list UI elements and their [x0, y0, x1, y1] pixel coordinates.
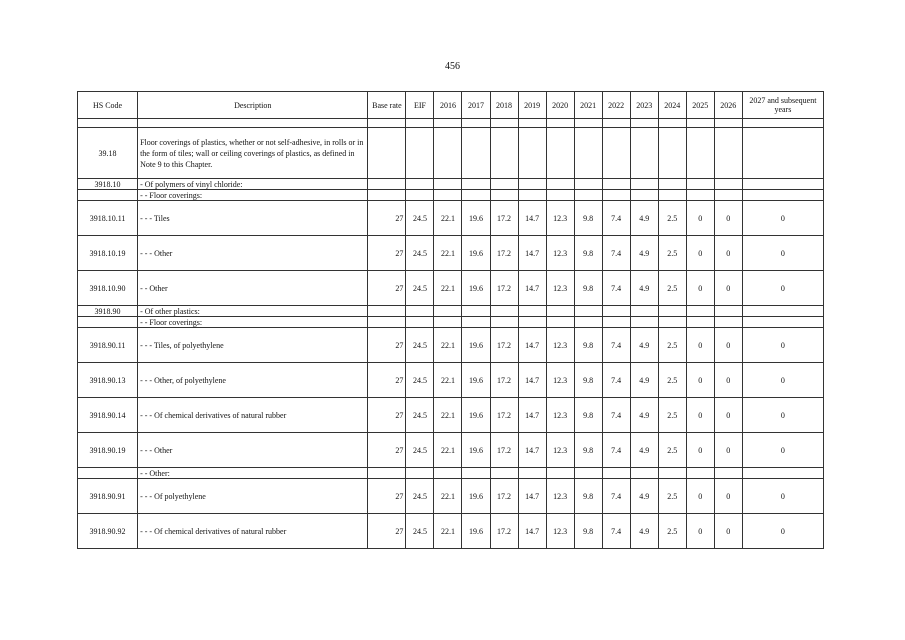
hs-code-cell: 3918.10.19: [78, 236, 138, 271]
rate-cell: 2.5: [658, 514, 686, 549]
rate-cell: 9.8: [574, 201, 602, 236]
rate-cell: 14.7: [518, 271, 546, 306]
rate-cell: [602, 179, 630, 190]
rate-cell: [658, 128, 686, 179]
rate-cell: 17.2: [490, 328, 518, 363]
rate-cell: 7.4: [602, 271, 630, 306]
rate-cell: 0: [714, 398, 742, 433]
table-row: [78, 468, 824, 479]
base-rate-cell: 27: [368, 433, 406, 468]
column-header: 2020: [546, 92, 574, 119]
rate-cell: [714, 306, 742, 317]
rate-cell: 0: [686, 514, 714, 549]
rate-cell: 19.6: [462, 433, 490, 468]
base-rate-cell: 27: [368, 363, 406, 398]
rate-cell: 12.3: [546, 201, 574, 236]
rate-cell: 14.7: [518, 236, 546, 271]
rate-cell: [434, 119, 462, 128]
hs-code-cell: [78, 468, 138, 479]
rate-cell: 22.1: [434, 398, 462, 433]
rate-cell: 22.1: [434, 201, 462, 236]
rate-cell: 0: [686, 328, 714, 363]
rate-cell: 24.5: [406, 479, 434, 514]
rate-cell: [490, 468, 518, 479]
rate-cell: 14.7: [518, 363, 546, 398]
rate-cell: 0: [714, 514, 742, 549]
rate-cell: [630, 190, 658, 201]
rate-cell: 0: [686, 398, 714, 433]
table-row: [78, 328, 824, 363]
rate-cell: [546, 190, 574, 201]
rate-cell: 19.6: [462, 514, 490, 549]
base-rate-cell: [368, 317, 406, 328]
rate-cell: [490, 128, 518, 179]
description-cell: - - Floor coverings:: [138, 190, 368, 201]
rate-cell: 0: [714, 433, 742, 468]
rate-cell: [602, 468, 630, 479]
table-row: [78, 128, 824, 179]
rate-cell: [406, 317, 434, 328]
table-row: [78, 236, 824, 271]
column-header: 2026: [714, 92, 742, 119]
table-row: [78, 433, 824, 468]
hs-code-cell: 3918.90: [78, 306, 138, 317]
page-number: 456: [445, 61, 460, 72]
rate-cell: 0: [742, 479, 823, 514]
rate-cell: 4.9: [630, 201, 658, 236]
rate-cell: 24.5: [406, 271, 434, 306]
table-row: [78, 363, 824, 398]
base-rate-cell: 27: [368, 271, 406, 306]
hs-code-cell: 3918.90.19: [78, 433, 138, 468]
rate-cell: 24.5: [406, 236, 434, 271]
rate-cell: 0: [686, 363, 714, 398]
rate-cell: 0: [714, 271, 742, 306]
rate-cell: 19.6: [462, 398, 490, 433]
rate-cell: [602, 306, 630, 317]
rate-cell: 12.3: [546, 328, 574, 363]
rate-cell: [714, 468, 742, 479]
table-row: [78, 271, 824, 306]
rate-cell: [602, 119, 630, 128]
rate-cell: 12.3: [546, 271, 574, 306]
column-header: 2022: [602, 92, 630, 119]
rate-cell: [406, 179, 434, 190]
rate-cell: 2.5: [658, 236, 686, 271]
rate-cell: 2.5: [658, 328, 686, 363]
rate-cell: 4.9: [630, 328, 658, 363]
description-cell: - - - Other: [138, 236, 368, 271]
rate-cell: [518, 306, 546, 317]
rate-cell: [686, 317, 714, 328]
rate-cell: 12.3: [546, 514, 574, 549]
description-cell: [138, 119, 368, 128]
rate-cell: [686, 190, 714, 201]
rate-cell: [714, 179, 742, 190]
hs-code-cell: 3918.90.13: [78, 363, 138, 398]
rate-cell: 12.3: [546, 479, 574, 514]
rate-cell: 4.9: [630, 236, 658, 271]
rate-cell: [546, 306, 574, 317]
rate-cell: 9.8: [574, 479, 602, 514]
column-header: 2021: [574, 92, 602, 119]
rate-cell: [686, 306, 714, 317]
rate-cell: 4.9: [630, 363, 658, 398]
rate-cell: [742, 128, 823, 179]
rate-cell: 14.7: [518, 514, 546, 549]
rate-cell: 0: [742, 398, 823, 433]
rate-cell: 0: [742, 236, 823, 271]
rate-cell: 7.4: [602, 479, 630, 514]
rate-cell: 0: [714, 479, 742, 514]
rate-cell: [546, 119, 574, 128]
rate-cell: 24.5: [406, 398, 434, 433]
rate-cell: 19.6: [462, 201, 490, 236]
rate-cell: 0: [686, 236, 714, 271]
rate-cell: [434, 468, 462, 479]
rate-cell: [686, 179, 714, 190]
rate-cell: [546, 317, 574, 328]
rate-cell: [658, 306, 686, 317]
base-rate-cell: 27: [368, 398, 406, 433]
rate-cell: 19.6: [462, 479, 490, 514]
description-cell: - - - Tiles, of polyethylene: [138, 328, 368, 363]
description-cell: - Of polymers of vinyl chloride:: [138, 179, 368, 190]
rate-cell: [434, 179, 462, 190]
rate-cell: [518, 468, 546, 479]
table-row: [78, 398, 824, 433]
column-header: 2017: [462, 92, 490, 119]
rate-cell: [574, 190, 602, 201]
rate-cell: 0: [742, 328, 823, 363]
base-rate-cell: [368, 179, 406, 190]
rate-cell: 9.8: [574, 433, 602, 468]
base-rate-cell: 27: [368, 328, 406, 363]
rate-cell: [518, 128, 546, 179]
rate-cell: [630, 468, 658, 479]
rate-cell: [462, 317, 490, 328]
hs-code-cell: 3918.90.91: [78, 479, 138, 514]
column-header: 2018: [490, 92, 518, 119]
rate-cell: [658, 190, 686, 201]
rate-cell: [686, 468, 714, 479]
rate-cell: [574, 179, 602, 190]
rate-cell: 14.7: [518, 201, 546, 236]
rate-cell: 7.4: [602, 236, 630, 271]
description-cell: Floor coverings of plastics, whether or not self-adhesive, in rolls or in the form of tiles; wall or ceiling coverings of plastics, as defined in Note 9 to this Chapter.: [138, 128, 368, 179]
table-row: [78, 201, 824, 236]
rate-cell: [406, 190, 434, 201]
rate-cell: 17.2: [490, 433, 518, 468]
rate-cell: [574, 468, 602, 479]
rate-cell: [658, 468, 686, 479]
column-header: Base rate: [368, 92, 406, 119]
description-cell: - - - Other, of polyethylene: [138, 363, 368, 398]
description-cell: - - - Tiles: [138, 201, 368, 236]
rate-cell: 17.2: [490, 363, 518, 398]
rate-cell: [434, 306, 462, 317]
table-body: [78, 119, 824, 549]
rate-cell: 0: [714, 328, 742, 363]
rate-cell: [518, 179, 546, 190]
rate-cell: [406, 468, 434, 479]
rate-cell: 2.5: [658, 271, 686, 306]
rate-cell: 22.1: [434, 433, 462, 468]
column-header: 2023: [630, 92, 658, 119]
rate-cell: [434, 190, 462, 201]
description-cell: - Of other plastics:: [138, 306, 368, 317]
rate-cell: 19.6: [462, 271, 490, 306]
rate-cell: 17.2: [490, 271, 518, 306]
rate-cell: [658, 317, 686, 328]
hs-code-cell: 3918.90.14: [78, 398, 138, 433]
base-rate-cell: 27: [368, 514, 406, 549]
rate-cell: 0: [714, 236, 742, 271]
base-rate-cell: [368, 468, 406, 479]
rate-cell: 0: [714, 363, 742, 398]
rate-cell: [406, 128, 434, 179]
column-header: 2016: [434, 92, 462, 119]
rate-cell: 22.1: [434, 271, 462, 306]
rate-cell: 24.5: [406, 363, 434, 398]
rate-cell: [602, 317, 630, 328]
description-cell: - - - Other: [138, 433, 368, 468]
rate-cell: 24.5: [406, 433, 434, 468]
rate-cell: 2.5: [658, 479, 686, 514]
hs-code-cell: 3918.90.92: [78, 514, 138, 549]
rate-cell: 22.1: [434, 514, 462, 549]
column-header: 2024: [658, 92, 686, 119]
rate-cell: 7.4: [602, 201, 630, 236]
rate-cell: [518, 119, 546, 128]
rate-cell: [490, 317, 518, 328]
rate-cell: 19.6: [462, 328, 490, 363]
rate-cell: 0: [742, 514, 823, 549]
table-row: [78, 119, 824, 128]
base-rate-cell: [368, 190, 406, 201]
rate-cell: [462, 190, 490, 201]
rate-cell: 12.3: [546, 236, 574, 271]
rate-cell: 22.1: [434, 236, 462, 271]
rate-cell: [518, 190, 546, 201]
rate-cell: 19.6: [462, 363, 490, 398]
rate-cell: 7.4: [602, 363, 630, 398]
rate-cell: [490, 119, 518, 128]
table-header-row: [78, 92, 824, 119]
rate-cell: [406, 306, 434, 317]
rate-cell: [630, 317, 658, 328]
rate-cell: [658, 119, 686, 128]
hs-code-cell: 3918.10.90: [78, 271, 138, 306]
rate-cell: [434, 128, 462, 179]
description-cell: - - - Of chemical derivatives of natural rubber: [138, 398, 368, 433]
rate-cell: 14.7: [518, 398, 546, 433]
rate-cell: 0: [742, 271, 823, 306]
rate-cell: 0: [742, 433, 823, 468]
rate-cell: 7.4: [602, 514, 630, 549]
rate-cell: 0: [686, 271, 714, 306]
rate-cell: 9.8: [574, 271, 602, 306]
rate-cell: [630, 119, 658, 128]
rate-cell: 14.7: [518, 479, 546, 514]
rate-cell: 17.2: [490, 398, 518, 433]
rate-cell: 19.6: [462, 236, 490, 271]
table-row: [78, 479, 824, 514]
column-header: 2019: [518, 92, 546, 119]
rate-cell: 0: [686, 479, 714, 514]
hs-code-cell: [78, 190, 138, 201]
column-header: Description: [138, 92, 368, 119]
rate-cell: 7.4: [602, 398, 630, 433]
table-row: [78, 317, 824, 328]
rate-cell: [462, 128, 490, 179]
hs-code-cell: 39.18: [78, 128, 138, 179]
rate-cell: [686, 128, 714, 179]
rate-cell: [462, 306, 490, 317]
rate-cell: 2.5: [658, 433, 686, 468]
rate-cell: [462, 468, 490, 479]
rate-cell: 9.8: [574, 398, 602, 433]
rate-cell: [574, 119, 602, 128]
rate-cell: 7.4: [602, 328, 630, 363]
description-cell: - - Other: [138, 271, 368, 306]
rate-cell: [686, 119, 714, 128]
hs-code-cell: 3918.90.11: [78, 328, 138, 363]
table-row: [78, 179, 824, 190]
rate-cell: 2.5: [658, 363, 686, 398]
rate-cell: [574, 128, 602, 179]
rate-cell: [490, 190, 518, 201]
rate-cell: [518, 317, 546, 328]
column-header: 2027 and subsequent years: [742, 92, 823, 119]
base-rate-cell: 27: [368, 201, 406, 236]
rate-cell: 9.8: [574, 363, 602, 398]
rate-cell: 22.1: [434, 363, 462, 398]
rate-cell: 2.5: [658, 201, 686, 236]
rate-cell: [490, 306, 518, 317]
rate-cell: 14.7: [518, 328, 546, 363]
rate-cell: 4.9: [630, 514, 658, 549]
rate-cell: 17.2: [490, 514, 518, 549]
rate-cell: [742, 468, 823, 479]
tariff-schedule-table: [77, 91, 824, 549]
rate-cell: [742, 190, 823, 201]
rate-cell: 24.5: [406, 328, 434, 363]
table-row: [78, 514, 824, 549]
rate-cell: 17.2: [490, 236, 518, 271]
rate-cell: [714, 128, 742, 179]
rate-cell: [602, 190, 630, 201]
rate-cell: [714, 119, 742, 128]
column-header: EIF: [406, 92, 434, 119]
rate-cell: 22.1: [434, 479, 462, 514]
column-header: HS Code: [78, 92, 138, 119]
rate-cell: [742, 179, 823, 190]
rate-cell: 0: [686, 433, 714, 468]
rate-cell: [630, 179, 658, 190]
rate-cell: [714, 190, 742, 201]
rate-cell: [630, 128, 658, 179]
hs-code-cell: [78, 119, 138, 128]
rate-cell: 9.8: [574, 328, 602, 363]
column-header: 2025: [686, 92, 714, 119]
rate-cell: 4.9: [630, 479, 658, 514]
rate-cell: 4.9: [630, 271, 658, 306]
rate-cell: 7.4: [602, 433, 630, 468]
hs-code-cell: [78, 317, 138, 328]
table-row: [78, 306, 824, 317]
rate-cell: [574, 317, 602, 328]
description-cell: - - Other:: [138, 468, 368, 479]
rate-cell: [462, 119, 490, 128]
base-rate-cell: 27: [368, 479, 406, 514]
rate-cell: 14.7: [518, 433, 546, 468]
rate-cell: [574, 306, 602, 317]
base-rate-cell: [368, 306, 406, 317]
rate-cell: [630, 306, 658, 317]
hs-code-cell: 3918.10: [78, 179, 138, 190]
rate-cell: 0: [686, 201, 714, 236]
rate-cell: [742, 119, 823, 128]
rate-cell: [658, 179, 686, 190]
rate-cell: 24.5: [406, 514, 434, 549]
description-cell: - - - Of polyethylene: [138, 479, 368, 514]
rate-cell: 17.2: [490, 479, 518, 514]
rate-cell: 0: [714, 201, 742, 236]
rate-cell: [742, 306, 823, 317]
rate-cell: [546, 468, 574, 479]
rate-cell: [546, 179, 574, 190]
rate-cell: 17.2: [490, 201, 518, 236]
rate-cell: [714, 317, 742, 328]
rate-cell: 4.9: [630, 433, 658, 468]
hs-code-cell: 3918.10.11: [78, 201, 138, 236]
description-cell: - - Floor coverings:: [138, 317, 368, 328]
rate-cell: 12.3: [546, 398, 574, 433]
rate-cell: [462, 179, 490, 190]
description-cell: - - - Of chemical derivatives of natural rubber: [138, 514, 368, 549]
rate-cell: [546, 128, 574, 179]
base-rate-cell: 27: [368, 236, 406, 271]
rate-cell: 12.3: [546, 363, 574, 398]
rate-cell: [602, 128, 630, 179]
rate-cell: [490, 179, 518, 190]
rate-cell: 9.8: [574, 514, 602, 549]
rate-cell: 2.5: [658, 398, 686, 433]
table-row: [78, 190, 824, 201]
base-rate-cell: [368, 128, 406, 179]
rate-cell: 12.3: [546, 433, 574, 468]
rate-cell: 22.1: [434, 328, 462, 363]
rate-cell: 9.8: [574, 236, 602, 271]
rate-cell: 0: [742, 201, 823, 236]
rate-cell: 4.9: [630, 398, 658, 433]
rate-cell: 24.5: [406, 201, 434, 236]
rate-cell: [406, 119, 434, 128]
rate-cell: [742, 317, 823, 328]
base-rate-cell: [368, 119, 406, 128]
rate-cell: 0: [742, 363, 823, 398]
rate-cell: [434, 317, 462, 328]
